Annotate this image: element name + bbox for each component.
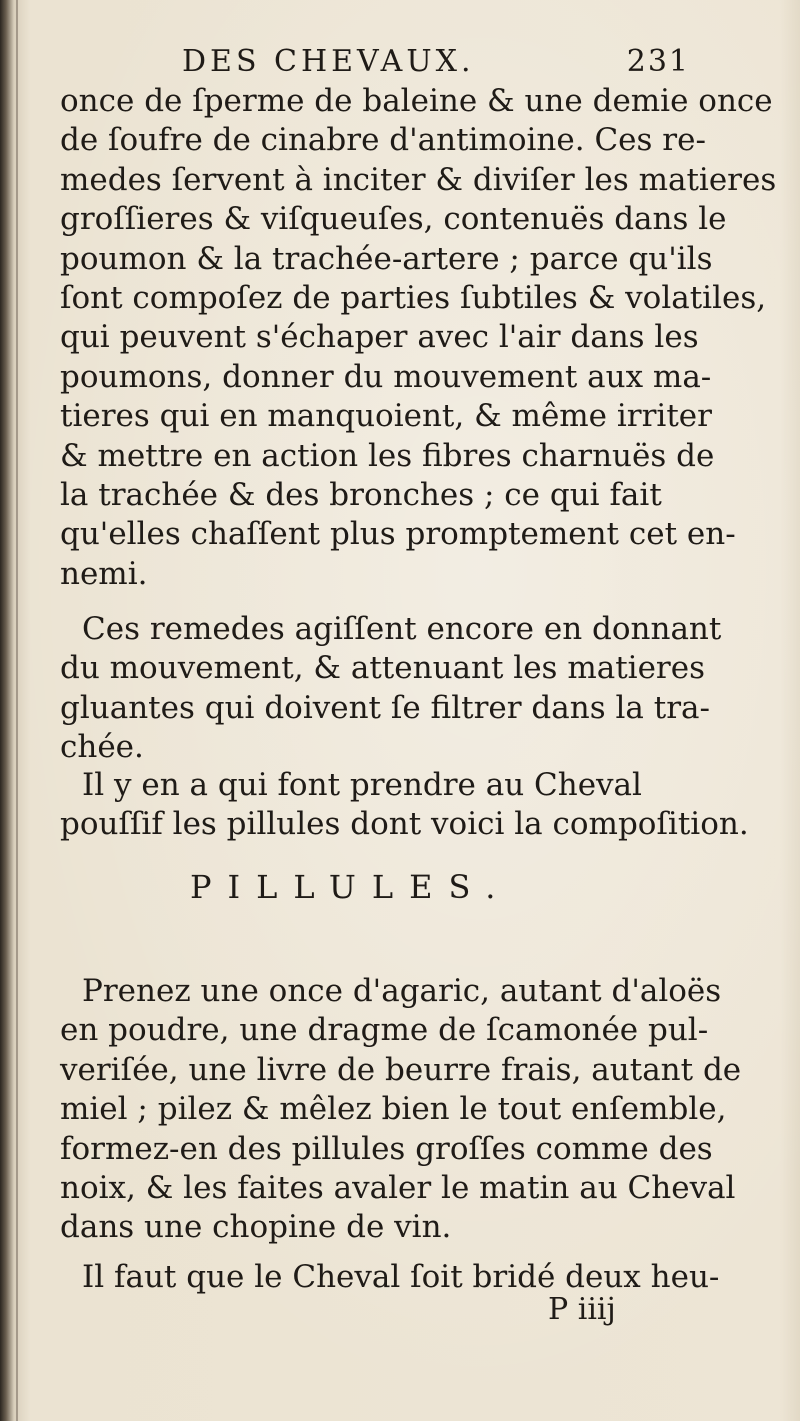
paragraph-2 bbox=[60, 610, 720, 768]
text-line: noix, & les faites avaler le matin au Cheval bbox=[60, 1169, 736, 1206]
text-line: once de ſperme de baleine & une demie once bbox=[60, 83, 773, 119]
running-head: DES CHEVAUX. bbox=[182, 44, 475, 79]
text-line: formez-en des pillules groſſes comme des bbox=[60, 1130, 713, 1167]
text-line: Ces remedes agiſſent encore en donnant bbox=[82, 611, 722, 647]
section-heading: PILLULES. bbox=[190, 868, 512, 906]
paragraph-1 bbox=[60, 82, 777, 594]
recipe-paragraph bbox=[60, 972, 742, 1248]
text-line: du mouvement, & attenuant les matieres bbox=[60, 650, 705, 687]
text-line: poumons, donner du mouvement aux ma- bbox=[60, 358, 712, 395]
text-line: la trachée & des bronches ; ce qui fait bbox=[60, 476, 662, 513]
page-number: 231 bbox=[626, 44, 690, 79]
text-line: & mettre en action les fibres charnuës de bbox=[60, 437, 715, 474]
last-paragraph bbox=[60, 1258, 720, 1297]
binding-gutter bbox=[16, 0, 18, 1421]
text-line: dans une chopine de vin. bbox=[60, 1209, 452, 1246]
signature-mark: P iiij bbox=[548, 1292, 616, 1327]
text-line: chée. bbox=[60, 729, 144, 766]
text-line: gluantes qui doivent ſe filtrer dans la tra- bbox=[60, 689, 710, 726]
text-line: veriſée, une livre de beurre frais, autant de bbox=[60, 1051, 742, 1088]
text-line: pouſſif les pillules dont voici la compoſition. bbox=[60, 806, 749, 843]
text-line: medes ſervent à inciter & diviſer les matieres bbox=[60, 161, 777, 198]
text-line: ſont compoſez de parties ſubtiles & volatiles, bbox=[60, 279, 767, 316]
text-line: de ſoufre de cinabre d'antimoine. Ces re- bbox=[60, 122, 706, 159]
text-line: tieres qui en manquoient, & même irriter bbox=[60, 398, 712, 435]
text-line: poumon & la trachée-artere ; parce qu'ils bbox=[60, 240, 713, 277]
text-line: Il faut que le Cheval ſoit bridé deux heu- bbox=[82, 1259, 720, 1295]
text-line: Prenez une once d'agaric, autant d'aloës bbox=[82, 973, 722, 1009]
text-line: qui peuvent s'échaper avec l'air dans les bbox=[60, 319, 699, 356]
text-line: en poudre, une dragme de ſcamonée pul- bbox=[60, 1012, 709, 1049]
text-line: miel ; pilez & mêlez bien le tout enſemble, bbox=[60, 1091, 727, 1128]
text-line: qu'elles chaſſent plus promptement cet en- bbox=[60, 516, 736, 553]
text-line: Il y en a qui font prendre au Cheval bbox=[82, 767, 642, 803]
text-line: nemi. bbox=[60, 555, 148, 592]
paragraph-3 bbox=[60, 766, 749, 845]
text-line: groſſieres & viſqueuſes, contenuës dans le bbox=[60, 201, 727, 238]
